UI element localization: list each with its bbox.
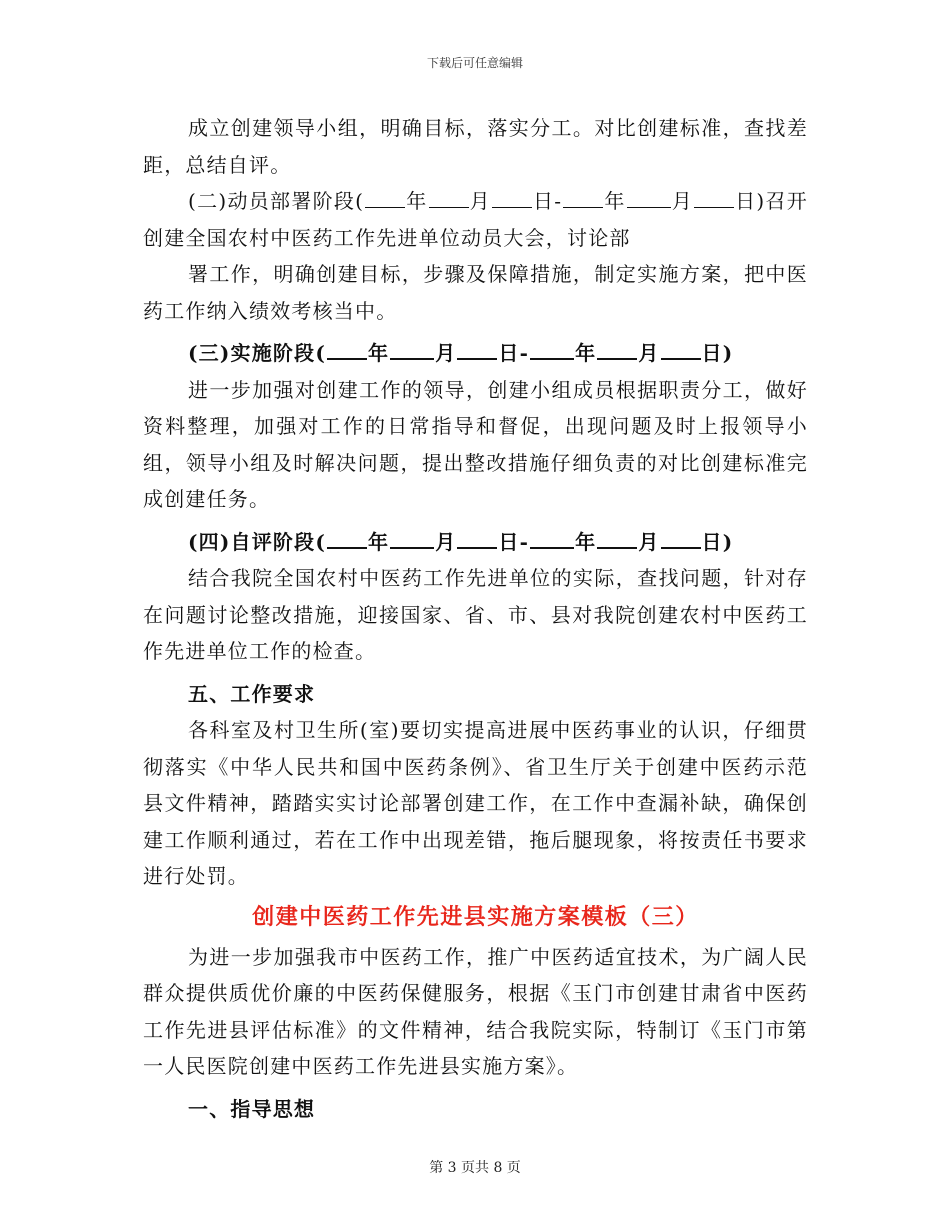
- date-blank: [661, 357, 701, 360]
- stage-label: (二)动员部署阶段(: [188, 189, 365, 213]
- date-blank: [597, 357, 637, 360]
- date-blank: [390, 546, 434, 549]
- date-blank: [390, 357, 434, 360]
- day-label: 日-: [532, 189, 563, 213]
- page-header-note: 下载后可任意编辑: [426, 56, 523, 70]
- year-label: 年: [368, 529, 390, 554]
- year-label: 年: [604, 189, 626, 213]
- heading-stage-implementation: [143, 335, 808, 372]
- month-label: 月: [671, 189, 694, 213]
- paragraph-deployment: 署工作，明确创建目标，步骤及保障措施，制定实施方案，把中医药工作纳入绩效考核当中。: [143, 262, 808, 323]
- paragraph-leadership: 成立创建领导小组，明确目标，落实分工。对比创建标准，查找差距，总结自评。: [143, 116, 808, 177]
- date-blank: [597, 546, 637, 549]
- paragraph-implementation: 进一步加强对创建工作的领导，创建小组成员根据职责分工，做好资料整理，加强对工作的日常指导和督促，出现问题及时上报领导小组，领导小组及时解决问题，提出整改措施仔细负责的对比创建标准完成创建任务。: [143, 377, 808, 511]
- month-label: 月: [469, 189, 491, 213]
- year-label: 年: [406, 189, 428, 213]
- stage-label: (四)自评阶段(: [188, 529, 326, 554]
- paragraph-work-requirements: 各科室及村卫生所(室)要切实提高进展中医药事业的认识，仔细贯彻落实《中华人民共和国中医药条例》、省卫生厅关于创建中医药示范县文件精神，踏踏实实讨论部署创建工作，在工作中查漏补缺，确保创建工作顺利通过，若在工作中出现差错，拖后腿现象，将按责任书要求进行处罚。: [143, 718, 808, 888]
- year-label: 年: [575, 529, 597, 554]
- date-blank: [457, 357, 497, 360]
- date-blank: [694, 206, 734, 208]
- paragraph-introduction: 为进一步加强我市中医药工作，推广中医药适宜技术，为广阔人民群众提供质优价廉的中医药保健服务，根据《玉门市创建甘肃省中医药工作先进县评估标准》的文件精神，结合我院实际，特制订《玉门市第一人民医院创建中医药工作先进县实施方案》。: [143, 944, 808, 1078]
- paragraph-self-assessment: 结合我院全国农村中医药工作先进单位的实际，查找问题，针对存在问题讨论整改措施，迎接国家、省、市、县对我院创建农村中医药工作先进单位工作的检查。: [143, 566, 808, 663]
- stage-label: (三)实施阶段(: [188, 341, 326, 365]
- date-blank: [661, 546, 701, 549]
- month-label: 月: [638, 529, 660, 554]
- date-blank: [492, 206, 532, 208]
- document-title: 创建中医药工作先进县实施方案模板（三）: [252, 903, 699, 930]
- page-number: 第 3 页共 8 页: [429, 1160, 521, 1176]
- date-blank: [429, 206, 469, 208]
- stage-description: 召开创建全国农村中医药工作先进单位动员大会，讨论部: [143, 189, 808, 250]
- heading-work-requirements: 五、工作要求: [188, 681, 316, 706]
- day-label: 日): [701, 529, 734, 554]
- date-blank: [530, 357, 574, 360]
- date-blank: [457, 546, 497, 549]
- day-label: 日-: [498, 529, 530, 554]
- heading-guiding-ideology: 一、指导思想: [188, 1096, 316, 1121]
- day-label: 日): [701, 341, 734, 365]
- date-blank: [327, 546, 367, 549]
- date-blank: [563, 206, 603, 208]
- date-blank: [530, 546, 574, 549]
- year-label: 年: [575, 341, 597, 365]
- date-blank: [365, 206, 405, 208]
- day-label: 日): [735, 189, 766, 213]
- month-label: 月: [638, 341, 660, 365]
- date-blank: [627, 206, 671, 208]
- document-body: [143, 110, 808, 1127]
- day-label: 日-: [498, 341, 530, 365]
- paragraph-stage-mobilization: [143, 183, 808, 256]
- date-blank: [327, 357, 367, 360]
- month-label: 月: [435, 529, 457, 554]
- year-label: 年: [368, 341, 390, 365]
- heading-stage-self-assessment: [143, 524, 808, 561]
- month-label: 月: [435, 341, 457, 365]
